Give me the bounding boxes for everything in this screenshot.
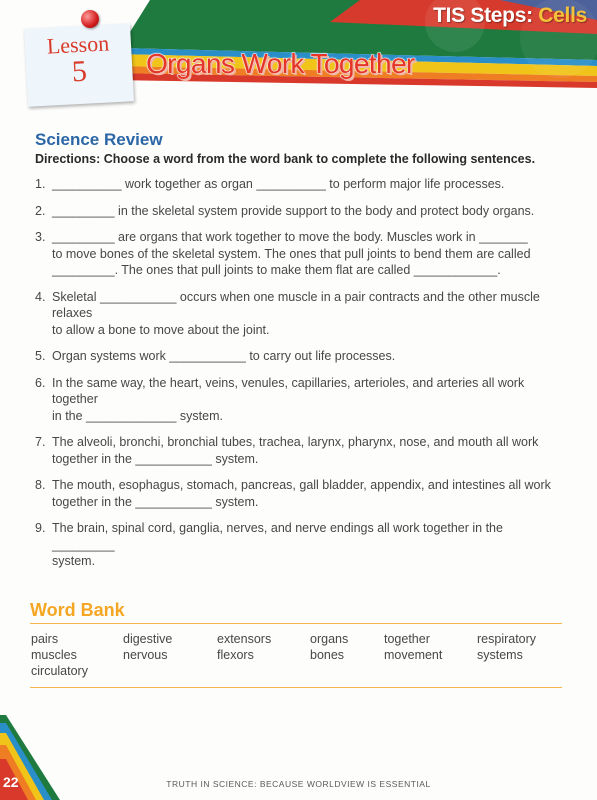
question-text: The mouth, esophagus, stomach, pancreas, gall bladder, appendix, and intestines all work together in the ___________ system. xyxy=(52,478,551,509)
question-list xyxy=(35,176,565,570)
word-bank-column-4 xyxy=(310,631,348,663)
question-item xyxy=(35,375,565,425)
question-item xyxy=(35,348,565,365)
word-bank-column-6 xyxy=(477,631,536,663)
lesson-card xyxy=(24,23,134,106)
question-text: Organ systems work ___________ to carry out life processes. xyxy=(52,349,396,363)
question-item xyxy=(35,520,565,570)
question-item xyxy=(35,203,565,220)
word-bank-word: respiratory xyxy=(477,632,537,646)
series-accent: Cells xyxy=(538,4,587,27)
word-bank-word: movement xyxy=(384,648,443,662)
directions: Directions: Choose a word from the word bank to complete the following sentences. xyxy=(35,152,536,166)
question-text: _________ are organs that work together to move the body. Muscles work in _______ to move bones of the skeletal system. The ones that pull joints to bend them are called _________. The ones that pull joints to make them flat are called ____________. xyxy=(52,230,531,277)
series-prefix: TIS Steps: xyxy=(433,4,539,27)
question-number: 1. xyxy=(35,177,46,191)
question-number: 9. xyxy=(35,521,46,535)
question-text: The brain, spinal cord, ganglia, nerves, and nerve endings all work together in the _________ system. xyxy=(52,521,503,568)
word-bank-word: flexors xyxy=(217,648,254,662)
word-bank-title: Word Bank xyxy=(30,600,125,620)
question-text: __________ work together as organ __________ to perform major life processes. xyxy=(52,177,505,191)
word-bank-column-2 xyxy=(123,631,172,663)
section-title: Science Review xyxy=(35,130,163,149)
word-bank-column-3 xyxy=(217,631,271,663)
series-title xyxy=(433,4,587,28)
lesson-number: 5 xyxy=(70,54,88,89)
word-bank-top-divider xyxy=(30,623,562,624)
word-bank-word: digestive xyxy=(123,632,173,646)
word-bank-column-1 xyxy=(31,631,88,679)
word-bank-word: circulatory xyxy=(31,664,88,678)
lesson-label: Lesson xyxy=(46,30,110,59)
question-text: The alveoli, bronchi, bronchial tubes, trachea, larynx, pharynx, nose, and mouth all work together in the ___________ system. xyxy=(52,435,539,466)
question-text: In the same way, the heart, veins, venules, capillaries, arterioles, and arteries all work together in the _____________ system. xyxy=(52,375,525,423)
word-bank-word: extensors xyxy=(217,632,272,646)
word-bank-word: muscles xyxy=(31,648,77,662)
word-bank-word: pairs xyxy=(31,632,59,646)
question-item xyxy=(35,229,565,279)
question-number: 6. xyxy=(35,375,46,390)
question-number: 3. xyxy=(35,230,46,244)
question-text: _________ in the skeletal system provide support to the body and protect body organs. xyxy=(52,203,535,218)
word-bank-word: systems xyxy=(477,648,523,662)
question-number: 8. xyxy=(35,478,46,492)
word-bank-word: together xyxy=(384,632,430,646)
page-number: 22 xyxy=(3,774,19,790)
pushpin-icon xyxy=(81,10,99,28)
lesson-title: Organs Work Together xyxy=(146,48,415,79)
question-number: 2. xyxy=(35,203,46,218)
question-text: Skeletal ___________ occurs when one muscle in a pair contracts and the other muscle relaxes to allow a bone to move about the joint. xyxy=(52,289,540,337)
question-item xyxy=(35,434,565,467)
word-bank-word: nervous xyxy=(123,648,168,662)
word-bank-bottom-divider xyxy=(30,687,562,688)
question-number: 7. xyxy=(35,435,46,449)
word-bank-word: bones xyxy=(310,648,345,662)
question-item xyxy=(35,289,565,339)
question-item xyxy=(35,176,565,193)
word-bank-word: organs xyxy=(310,632,349,646)
word-bank-column-5 xyxy=(384,631,442,663)
question-number: 5. xyxy=(35,349,46,363)
question-item xyxy=(35,477,565,510)
question-number: 4. xyxy=(35,289,46,304)
footer-tagline: TRUTH IN SCIENCE: BECAUSE WORLDVIEW IS ESSENTIAL xyxy=(166,779,431,789)
